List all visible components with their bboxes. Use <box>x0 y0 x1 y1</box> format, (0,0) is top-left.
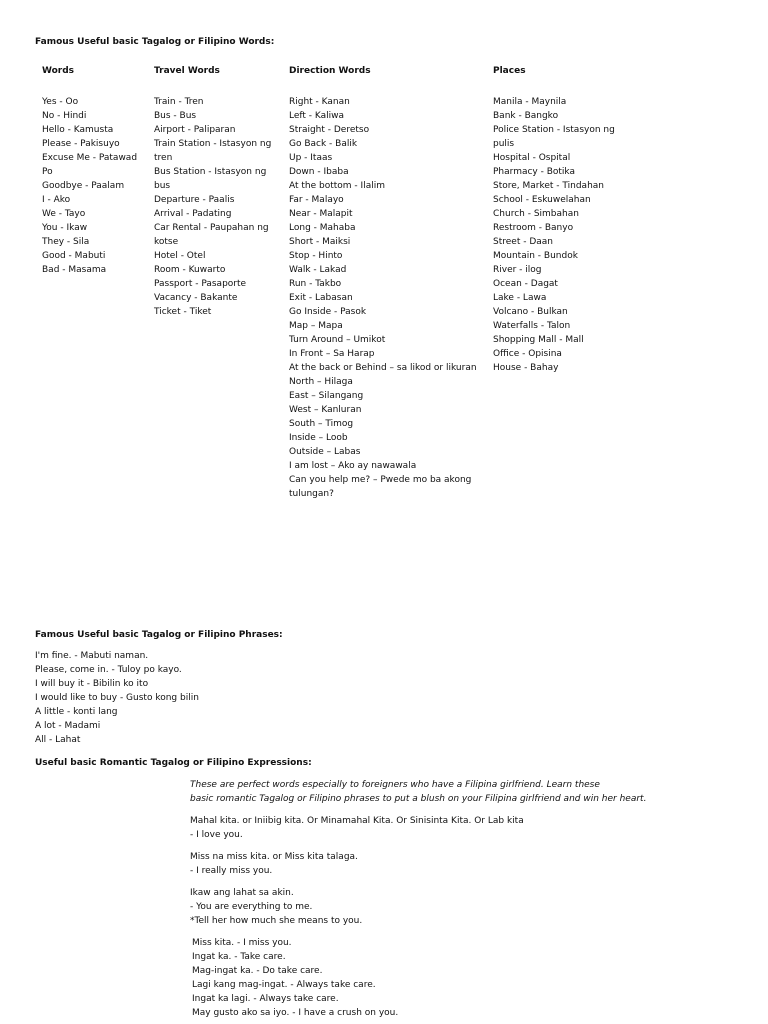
travel-words-column <box>154 64 278 319</box>
list-item: School - Eskuwelahan <box>493 195 591 205</box>
list-item: All - Lahat <box>35 735 81 745</box>
list-item: Pharmacy - Botika <box>493 167 575 177</box>
list-item: North – Hilaga <box>289 377 353 387</box>
romantic-block <box>190 886 660 928</box>
column-items <box>493 95 623 375</box>
list-item: I am lost – Ako ay nawawala <box>289 461 417 471</box>
list-item: Hospital - Ospital <box>493 153 571 163</box>
list-item: Office - Opisina <box>493 349 562 359</box>
list-item: These are perfect words especially to foreigners who have a Filipina girlfriend. Learn these <box>190 780 600 790</box>
list-item: Near - Malapit <box>289 209 353 219</box>
column-header: Places <box>493 66 526 76</box>
list-item: Mag-ingat ka. - Do take care. <box>192 966 323 976</box>
list-item: - You are everything to me. <box>190 902 313 912</box>
list-item: At the back or Behind – sa likod or likuran <box>289 363 477 373</box>
list-item: Please - Pakisuyo <box>42 139 120 149</box>
list-item: Can you help me? – Pwede mo ba akong tulungan? <box>289 475 472 499</box>
list-item: Passport - Pasaporte <box>154 279 247 289</box>
list-item: Left - Kaliwa <box>289 111 345 121</box>
list-item: Bus Station - Istasyon ng bus <box>154 167 267 191</box>
list-item: They - Sila <box>42 237 90 247</box>
list-item: Airport - Paliparan <box>154 125 236 135</box>
column-header: Words <box>42 66 75 76</box>
list-item: basic romantic Tagalog or Filipino phrases to put a blush on your Filipina girlfriend and win her heart. <box>190 794 647 804</box>
list-item: Vacancy - Bakante <box>154 293 238 303</box>
list-item: Straight - Deretso <box>289 125 370 135</box>
column-items <box>42 95 150 277</box>
list-item: May gusto ako sa iyo. - I have a crush on you. <box>192 1008 399 1018</box>
list-item: Ticket - Tiket <box>154 307 212 317</box>
list-item: Go Inside - Pasok <box>289 307 367 317</box>
list-item: Far - Malayo <box>289 195 344 205</box>
list-item: Goodbye - Paalam <box>42 181 125 191</box>
list-item: Please, come in. - Tuloy po kayo. <box>35 665 182 675</box>
list-item: Church - Simbahan <box>493 209 579 219</box>
phrases-list <box>35 649 199 747</box>
list-item: Arrival - Padating <box>154 209 232 219</box>
list-item: No - Hindi <box>42 111 87 121</box>
list-item: Street - Daan <box>493 237 553 247</box>
romantic-last-block <box>190 936 660 1020</box>
romantic-block <box>190 850 660 878</box>
list-item: I would like to buy - Gusto kong bilin <box>35 693 199 703</box>
list-item: Excuse Me - Patawad Po <box>42 153 138 177</box>
list-item: Go Back - Balik <box>289 139 358 149</box>
list-item: Down - Ibaba <box>289 167 349 177</box>
list-item: Ikaw ang lahat sa akin. <box>190 888 294 898</box>
list-item: A little - konti lang <box>35 707 118 717</box>
list-item: East – Silangang <box>289 391 364 401</box>
romantic-block <box>190 814 660 842</box>
list-item: Bank - Bangko <box>493 111 559 121</box>
list-item: I - Ako <box>42 195 71 205</box>
list-item: Mahal kita. or Iniibig kita. Or Minamahal Kita. Or Sinisinta Kita. Or Lab kita <box>190 816 524 826</box>
list-item: Ocean - Dagat <box>493 279 558 289</box>
list-item: In Front – Sa Harap <box>289 349 375 359</box>
list-item: Right - Kanan <box>289 97 350 107</box>
list-item: Shopping Mall - Mall <box>493 335 584 345</box>
list-item: Walk - Lakad <box>289 265 347 275</box>
list-item: Bad - Masama <box>42 265 107 275</box>
list-item: Exit - Labasan <box>289 293 353 303</box>
list-item: Miss na miss kita. or Miss kita talaga. <box>190 852 358 862</box>
list-item: Inside – Loob <box>289 433 348 443</box>
list-item: - I love you. <box>190 830 243 840</box>
list-item: Turn Around – Umikot <box>289 335 386 345</box>
words-title: Famous Useful basic Tagalog or Filipino Words: <box>35 37 275 47</box>
words-column <box>42 64 150 277</box>
list-item: Train - Tren <box>154 97 204 107</box>
list-item: Short - Maiksi <box>289 237 351 247</box>
list-item: Stop - Hinto <box>289 251 343 261</box>
list-item: Police Station - Istasyon ng pulis <box>493 125 615 149</box>
list-item: Run - Takbo <box>289 279 342 289</box>
list-item: Room - Kuwarto <box>154 265 226 275</box>
romantic-section <box>190 778 660 1020</box>
list-item: River - ilog <box>493 265 542 275</box>
list-item: Store, Market - Tindahan <box>493 181 604 191</box>
list-item: Car Rental - Paupahan ng kotse <box>154 223 269 247</box>
list-item: A lot - Madami <box>35 721 101 731</box>
list-item: We - Tayo <box>42 209 86 219</box>
list-item: Bus - Bus <box>154 111 197 121</box>
list-item: House - Bahay <box>493 363 559 373</box>
list-item: Lake - Lawa <box>493 293 547 303</box>
romantic-title: Useful basic Romantic Tagalog or Filipino Expressions: <box>35 758 312 768</box>
list-item: Hotel - Otel <box>154 251 206 261</box>
list-item: Yes - Oo <box>42 97 79 107</box>
list-item: Volcano - Bulkan <box>493 307 568 317</box>
list-item: Ingat ka lagi. - Always take care. <box>192 994 339 1004</box>
list-item: Restroom - Banyo <box>493 223 574 233</box>
list-item: South – Timog <box>289 419 354 429</box>
list-item: West – Kanluran <box>289 405 362 415</box>
list-item: Departure - Paalis <box>154 195 235 205</box>
places-column <box>493 64 623 375</box>
list-item: Hello - Kamusta <box>42 125 114 135</box>
list-item: Long - Mahaba <box>289 223 356 233</box>
list-item: Up - Itaas <box>289 153 333 163</box>
list-item: Train Station - Istasyon ng tren <box>154 139 272 163</box>
romantic-intro <box>190 778 660 806</box>
list-item: Manila - Maynila <box>493 97 567 107</box>
list-item: I'm fine. - Mabuti naman. <box>35 651 149 661</box>
list-item: At the bottom - Ilalim <box>289 181 385 191</box>
list-item: Lagi kang mag-ingat. - Always take care. <box>192 980 376 990</box>
list-item: Mountain - Bundok <box>493 251 578 261</box>
column-items <box>289 95 479 501</box>
list-item: Waterfalls - Talon <box>493 321 571 331</box>
list-item: Ingat ka. - Take care. <box>192 952 286 962</box>
list-item: You - Ikaw <box>42 223 88 233</box>
direction-words-column <box>289 64 479 501</box>
phrases-title: Famous Useful basic Tagalog or Filipino Phrases: <box>35 630 283 640</box>
list-item: Good - Mabuti <box>42 251 106 261</box>
list-item: Map – Mapa <box>289 321 343 331</box>
list-item: Outside – Labas <box>289 447 361 457</box>
list-item: I will buy it - Bibilin ko ito <box>35 679 149 689</box>
column-header: Direction Words <box>289 66 371 76</box>
list-item: Miss kita. - I miss you. <box>192 938 292 948</box>
list-item: - I really miss you. <box>190 866 273 876</box>
column-items <box>154 95 278 319</box>
column-header: Travel Words <box>154 66 220 76</box>
list-item: *Tell her how much she means to you. <box>190 916 363 926</box>
